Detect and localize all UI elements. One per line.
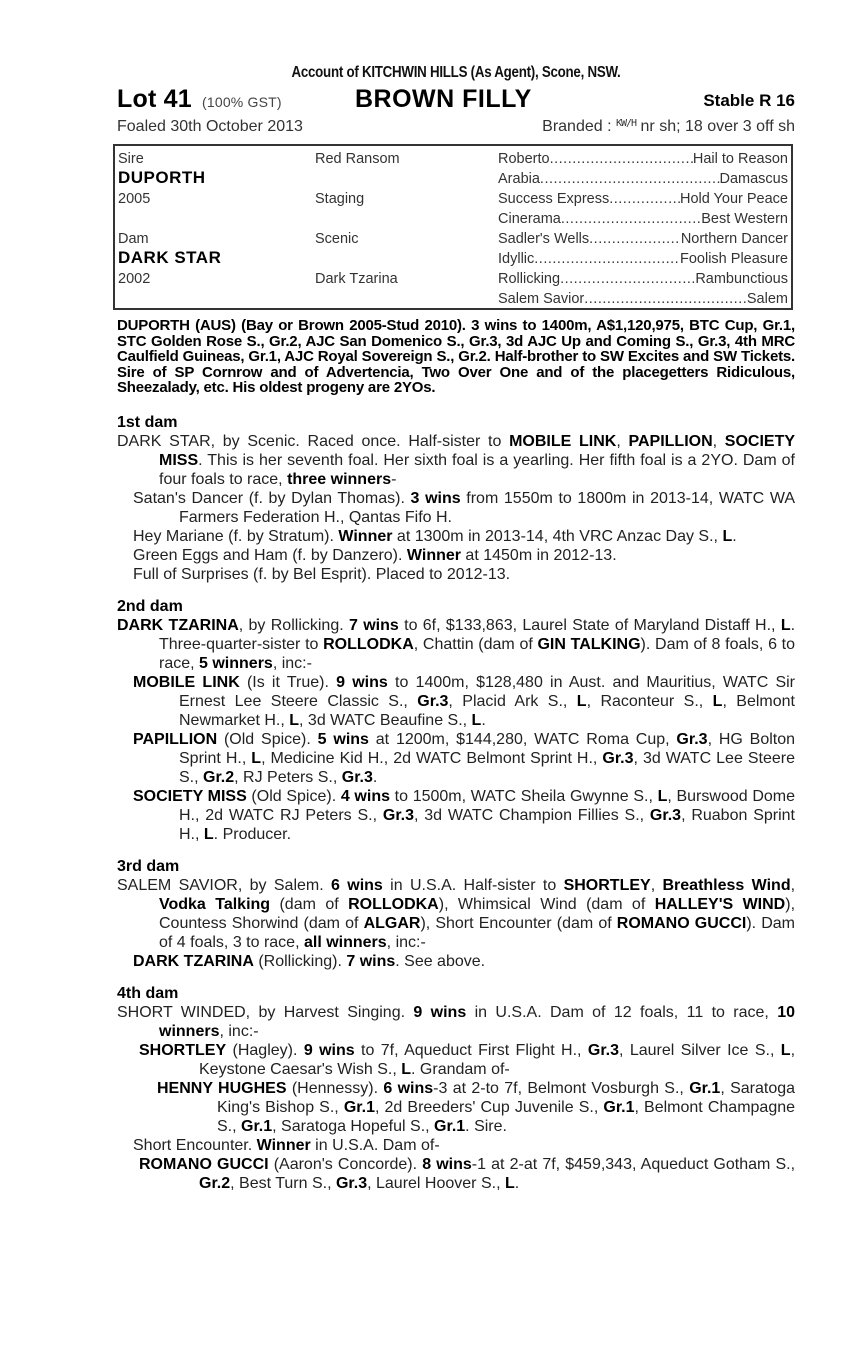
emphasis-text: 9 wins — [336, 673, 388, 691]
emphasis-text: ROLLODKA — [348, 895, 439, 913]
emphasis-text: 5 wins — [317, 730, 369, 748]
emphasis-text: Vodka Talking — [159, 895, 271, 913]
first-dam-section — [117, 414, 795, 584]
emphasis-text: Gr.1 — [434, 1117, 466, 1135]
body-text: . Sire. — [465, 1117, 507, 1135]
progeny-entry — [117, 1136, 795, 1155]
body-text: to 6f, $133,863, Laurel State of Maryland Distaff H., — [398, 616, 781, 634]
body-text: at 1450m in 2012-13. — [460, 546, 617, 564]
emphasis-text: ALGAR — [363, 914, 421, 932]
emphasis-text: L — [780, 616, 791, 634]
ggp-dam: Arabia — [498, 171, 540, 187]
body-text: , Medicine Kid H., 2d WATC Belmont Sprint H., — [261, 749, 603, 767]
body-text: ), Whimsical Wind (dam of — [438, 895, 655, 913]
sire-year: 2005 — [118, 191, 151, 207]
ggp-dam-sire: Foolish Pleasure — [680, 251, 788, 267]
progeny-entry — [117, 673, 795, 730]
leader-dots — [534, 249, 680, 269]
emphasis-text: L — [780, 1041, 791, 1059]
section-heading: 2nd dam — [117, 597, 183, 615]
body-text: -1 at 2-at 7f, $459,343, Aqueduct Gotham S., — [471, 1155, 796, 1173]
body-text: (Hagley). — [226, 1041, 304, 1059]
second-dam-section — [117, 598, 795, 844]
body-text: ), Countess Shorwind (dam of — [159, 895, 796, 932]
emphasis-text: 7 wins — [346, 952, 396, 970]
vendor-account: Account of KITCHWIN HILLS (As Agent), Scone, NSW. — [291, 64, 621, 81]
great-grandparent-row — [498, 189, 788, 209]
emphasis-text: DARK TZARINA — [133, 952, 254, 970]
body-text: , by Rollicking. — [238, 616, 349, 634]
body-text: , Burswood Dome H., 2d WATC RJ Peters S., — [179, 787, 796, 824]
emphasis-text: ROLLODKA — [323, 635, 414, 653]
emphasis-text: 5 winners — [199, 654, 273, 672]
emphasis-text: Gr.1 — [241, 1117, 273, 1135]
body-text: . Grandam of- — [411, 1060, 510, 1078]
body-text: , — [616, 432, 629, 450]
body-text: (Aaron's Concorde). — [268, 1155, 423, 1173]
progeny-entry — [117, 489, 795, 527]
section-heading: 4th dam — [117, 984, 179, 1002]
body-text: SHORT WINDED, by Harvest Singing. — [117, 1003, 414, 1021]
emphasis-text: 6 wins — [383, 1079, 434, 1097]
ggp-sire-sire: Hail to Reason — [692, 151, 788, 167]
progeny-list — [117, 1041, 795, 1193]
brand-mark-icon: KW/H — [615, 118, 637, 129]
emphasis-text: SOCIETY MISS — [133, 787, 247, 805]
emphasis-text: L — [401, 1060, 412, 1078]
body-text: to 7f, Aqueduct First Flight H., — [354, 1041, 588, 1059]
emphasis-text: DARK TZARINA — [117, 616, 239, 634]
body-text: , 3d WATC Lee Steere S., — [179, 749, 795, 786]
body-text: in U.S.A. Dam of- — [310, 1136, 440, 1154]
progeny-entry — [117, 565, 795, 584]
body-text: ). Dam of 8 foals, 6 to race, — [159, 635, 795, 672]
dam-name: DARK STAR — [118, 248, 222, 267]
emphasis-text: Gr.3 — [382, 806, 415, 824]
leader-dots — [560, 269, 695, 289]
emphasis-text: Winner — [338, 527, 393, 545]
catalogue-page — [117, 62, 795, 1193]
emphasis-text: Winner — [256, 1136, 311, 1154]
body-text: . Producer. — [213, 825, 292, 843]
emphasis-text: 3 wins — [410, 489, 461, 507]
ggp-dam: Cinerama — [498, 211, 561, 227]
emphasis-text: HALLEY'S WIND — [654, 895, 786, 913]
emphasis-text: Gr.1 — [603, 1098, 635, 1116]
dam-summary — [117, 876, 795, 952]
body-text: . Three-quarter-sister to — [159, 616, 796, 653]
dam-summary — [117, 432, 795, 489]
progeny-entry — [117, 730, 795, 787]
body-text: , Ruabon Sprint H., — [179, 806, 796, 843]
emphasis-text: Gr.1 — [689, 1079, 721, 1097]
body-text: . This is her seventh foal. Her sixth foal is a yearling. Her fifth foal is a 2YO. Dam of four foals to race, — [159, 451, 795, 488]
body-text: (Old Spice). — [217, 730, 318, 748]
emphasis-text: HENNY HUGHES — [157, 1079, 287, 1097]
body-text: , Saratoga Hopeful S., — [272, 1117, 435, 1135]
body-text: , Best Turn S., — [230, 1174, 336, 1192]
progeny-entry — [117, 546, 795, 565]
body-text: to 1400m, $128,480 in Aust. and Mauritius, WATC Sir Ernest Lee Steere Classic S., — [179, 673, 796, 710]
stable-location: Stable R 16 — [703, 91, 795, 110]
emphasis-text: three winners — [287, 470, 392, 488]
brand-description: nr sh; 18 over 3 off sh — [640, 118, 795, 135]
body-text: , 2d Breeders' Cup Juvenile S., — [374, 1098, 604, 1116]
leader-dots — [540, 169, 720, 189]
progeny-entry — [117, 952, 795, 971]
body-text: , Raconteur S., — [586, 692, 713, 710]
dam-summary — [117, 616, 795, 673]
body-text: Full of Surprises (f. by Bel Esprit). Placed to 2012-13. — [133, 565, 511, 583]
emphasis-text: L — [203, 825, 214, 843]
emphasis-text: MOBILE LINK — [133, 673, 240, 691]
emphasis-text: L — [657, 787, 668, 805]
great-grandparent-row — [498, 169, 788, 189]
lot-number — [117, 84, 282, 117]
body-text: . — [481, 711, 486, 729]
body-text: , RJ Peters S., — [234, 768, 342, 786]
lot-line — [117, 84, 795, 116]
progeny-entry — [117, 1041, 795, 1079]
body-text: (dam of — [270, 895, 349, 913]
body-text: at 1300m in 2013-14, 4th VRC Anzac Day S., — [392, 527, 723, 545]
body-text: . See above. — [395, 952, 486, 970]
leader-dots — [584, 289, 747, 309]
body-text: . — [372, 768, 378, 786]
foaled-date: Foaled 30th October 2013 — [117, 118, 303, 135]
section-heading: 3rd dam — [117, 857, 180, 875]
body-text: , Chattin (dam of — [413, 635, 538, 653]
emphasis-text: Gr.2 — [203, 768, 235, 786]
body-text: DARK STAR, by Scenic. Raced once. Half-sister to — [117, 432, 510, 450]
emphasis-text: 6 wins — [331, 876, 383, 894]
body-text: ), Short Encounter (dam of — [420, 914, 617, 932]
body-text: in U.S.A. Half-sister to — [382, 876, 564, 894]
sire-biography: DUPORTH (AUS) (Bay or Brown 2005-Stud 2010). 3 wins to 1400m, A$1,120,975, BTC Cup, Gr.1, STC Golden Rose S., Gr.2, AJC San Domenico S., Gr.3, 3d AJC Up and Coming S., Gr.3, 4th MRC Caulfield Guineas, Gr.1, AJC Royal Sovereign S., Gr.2. Half-brother to SW Excites and SW Tickets. Sire of SP Cornrow and of Advertencia, Two Over One and of the placegetters Ridiculous, Sheezalady, etc. His oldest progeny are 2YOs. — [117, 317, 795, 396]
leader-dots — [550, 149, 693, 169]
emphasis-text: MOBILE LINK — [509, 432, 617, 450]
ggp-dam-sire: Salem — [746, 291, 788, 307]
body-text: , — [790, 876, 796, 894]
body-text: , inc:- — [272, 654, 312, 672]
body-text: in U.S.A. Dam of 12 foals, 11 to race, — [466, 1003, 778, 1021]
body-text: , — [650, 876, 663, 894]
ggp-sire: Success Express — [498, 191, 610, 207]
emphasis-text: SHORTLEY — [563, 876, 651, 894]
body-text: Short Encounter. — [133, 1136, 257, 1154]
emphasis-text: 4 wins — [340, 787, 390, 805]
emphasis-text: Gr.2 — [199, 1174, 231, 1192]
emphasis-text: PAPILLION — [133, 730, 218, 748]
body-text: Satan's Dancer (f. by Dylan Thomas). — [133, 489, 411, 507]
body-text: (Is it True). — [239, 673, 337, 691]
emphasis-text: 7 wins — [349, 616, 399, 634]
body-text: -3 at 2-to 7f, Belmont Vosburgh S., — [433, 1079, 690, 1097]
emphasis-text: L — [722, 527, 733, 545]
sire-label: Sire — [118, 151, 144, 167]
emphasis-text: ROMANO GUCCI — [139, 1155, 269, 1173]
great-grandparent-row — [498, 289, 788, 309]
progeny-entry — [117, 527, 795, 546]
emphasis-text: Gr.3 — [335, 1174, 368, 1192]
emphasis-text: Gr.3 — [587, 1041, 620, 1059]
body-text: at 1200m, $144,280, WATC Roma Cup, — [368, 730, 677, 748]
body-text: , 3d WATC Champion Fillies S., — [414, 806, 650, 824]
ggp-dam: Idyllic — [498, 251, 535, 267]
great-grandparent-row — [498, 229, 788, 249]
lot-label: Lot 41 — [117, 85, 192, 113]
emphasis-text: L — [471, 711, 482, 729]
body-text: from 1550m to 1800m in 2013-14, WATC WA Farmers Federation H., Qantas Fifo H. — [179, 489, 795, 526]
ggp-sire: Sadler's Wells — [498, 231, 590, 247]
emphasis-text: L — [504, 1174, 515, 1192]
body-text: , Belmont Champagne S., — [217, 1098, 796, 1135]
great-grandparent-row — [498, 269, 788, 289]
body-text: SALEM SAVIOR, by Salem. — [117, 876, 332, 894]
pedigree-table — [113, 144, 793, 310]
emphasis-text: Winner — [406, 546, 461, 564]
body-text: (Old Spice). — [246, 787, 341, 805]
section-heading: 1st dam — [117, 413, 178, 431]
body-text: Green Eggs and Ham (f. by Danzero). — [133, 546, 407, 564]
body-text: (Hennessy). — [286, 1079, 384, 1097]
ggp-sire: Roberto — [498, 151, 550, 167]
ggp-sire-sire: Rambunctious — [695, 271, 788, 287]
emphasis-text: 10 winners — [159, 1003, 796, 1040]
body-text: , inc:- — [219, 1022, 259, 1040]
emphasis-text: Gr.3 — [341, 768, 373, 786]
ggp-dam: Salem Savior — [498, 291, 585, 307]
progeny-entry — [117, 787, 795, 844]
horse-description: BROWN FILLY — [355, 85, 532, 113]
body-text: to 1500m, WATC Sheila Gwynne S., — [390, 787, 658, 805]
emphasis-text: Gr.3 — [649, 806, 682, 824]
emphasis-text: 9 wins — [413, 1003, 467, 1021]
body-text: . — [732, 527, 737, 545]
grandsire-paternal: Red Ransom — [315, 151, 400, 167]
sire-name: DUPORTH — [118, 168, 206, 187]
great-grandparent-row — [498, 149, 788, 169]
great-grandparent-row — [498, 209, 788, 229]
ggp-sire-sire: Northern Dancer — [680, 231, 788, 247]
emphasis-text: Gr.3 — [602, 749, 634, 767]
emphasis-text: SOCIETY MISS — [159, 432, 796, 469]
emphasis-text: 8 wins — [422, 1155, 472, 1173]
third-dam-section — [117, 858, 795, 971]
emphasis-text: ROMANO GUCCI — [616, 914, 747, 932]
body-text: , Laurel Hoover S., — [367, 1174, 505, 1192]
emphasis-text: L — [712, 692, 723, 710]
emphasis-text: SHORTLEY — [139, 1041, 227, 1059]
emphasis-text: L — [576, 692, 587, 710]
body-text: , inc:- — [386, 933, 426, 951]
granddam-paternal: Staging — [315, 191, 365, 207]
progeny-list — [117, 489, 795, 584]
emphasis-text: PAPILLION — [628, 432, 713, 450]
emphasis-text: Gr.3 — [676, 730, 708, 748]
body-text: , — [712, 432, 725, 450]
ggp-dam-sire: Damascus — [719, 171, 788, 187]
granddam-maternal: Dark Tzarina — [315, 271, 398, 287]
ggp-dam-sire: Best Western — [701, 211, 788, 227]
body-text: , Belmont Newmarket H., — [179, 692, 795, 729]
dam-year: 2002 — [118, 271, 151, 287]
emphasis-text: Breathless Wind — [662, 876, 791, 894]
progeny-entry — [117, 1079, 795, 1136]
branded-label: Branded : — [542, 118, 612, 135]
fourth-dam-section — [117, 985, 795, 1193]
body-text: , 3d WATC Beaufine S., — [299, 711, 472, 729]
body-text: ). Dam of 4 foals, 3 to race, — [159, 914, 796, 951]
body-text: - — [391, 470, 397, 488]
great-grandparent-row — [498, 249, 788, 269]
body-text: (Rollicking). — [253, 952, 347, 970]
body-text: . — [514, 1174, 520, 1192]
grandsire-maternal: Scenic — [315, 231, 359, 247]
leader-dots — [589, 229, 681, 249]
dam-label: Dam — [118, 231, 149, 247]
leader-dots — [561, 209, 701, 229]
leader-dots — [609, 189, 680, 209]
progeny-list — [117, 673, 795, 844]
progeny-list — [117, 952, 795, 971]
emphasis-text: L — [251, 749, 262, 767]
emphasis-text: Gr.3 — [417, 692, 449, 710]
emphasis-text: all winners — [303, 933, 387, 951]
ggp-sire: Rollicking — [498, 271, 561, 287]
body-text: Hey Mariane (f. by Stratum). — [133, 527, 339, 545]
emphasis-text: GIN TALKING — [537, 635, 641, 653]
body-text: , Laurel Silver Ice S., — [619, 1041, 781, 1059]
gst-note: (100% GST) — [201, 94, 282, 110]
ggp-sire-sire: Hold Your Peace — [679, 191, 788, 207]
emphasis-text: L — [289, 711, 300, 729]
body-text: , HG Bolton Sprint H., — [179, 730, 796, 767]
body-text: , Keystone Caesar's Wish S., — [199, 1041, 796, 1078]
foaled-line — [117, 116, 795, 144]
dam-summary — [117, 1003, 795, 1041]
emphasis-text: 9 wins — [303, 1041, 355, 1059]
emphasis-text: Gr.1 — [343, 1098, 375, 1116]
brand-info — [542, 118, 795, 136]
progeny-entry — [117, 1155, 795, 1193]
body-text: , Saratoga King's Bishop S., — [217, 1079, 796, 1116]
body-text: , Placid Ark S., — [448, 692, 577, 710]
